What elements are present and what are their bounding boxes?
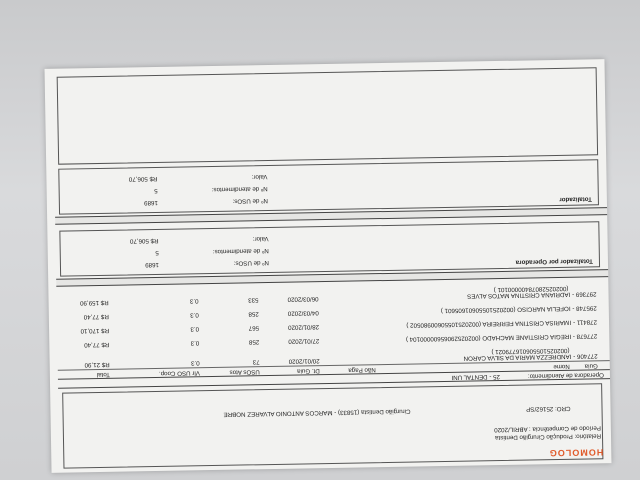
row-nome: REGIA CRISTIANE MACHADO (00202529065600000104 ) [405,332,570,343]
row-dt: 28/01/2020 [288,323,320,331]
col-guia: Guia [584,362,598,370]
row-usos: 258 [248,310,259,318]
row-nome: OFELIA NARCISO (00202510550601605601 ) [440,304,569,315]
totals-general-atend-label: Nº de atendimentos: [211,185,268,194]
totals-operator-title: Totalizador por Operadora [515,257,594,266]
row-guia: 277678 - I [569,332,598,340]
row-guia: 277406 - I [569,352,598,360]
report-page [45,59,612,473]
col-usos-atos: USOs Atos [229,368,260,376]
row-nome: ANDREZZA MARIA DA SILVA CARON [463,352,570,362]
operator-label: Operadora de Atendimento: [527,371,605,380]
totals-operator-box [59,221,600,276]
row-nome-code: (002025105506016779021 ) [491,346,570,356]
totals-general-usos-label: Nº de USOs: [232,197,268,205]
row-nome: MARISA CRISTINA FERREIRA (00202510550600980502 ) [406,318,570,329]
row-usos: 73 [252,358,260,366]
row-guia: 295748 - I [568,304,597,312]
col-vlr-uso: Vlr USO Coop. [158,369,200,377]
totals-general-valor-label: Valor: [251,173,268,181]
row-dt: 06/03/2020 [287,295,319,303]
report-period: Período de Competência : ABRIL/2020 [494,424,601,434]
row-total: R$ 21,90 [84,360,110,369]
totals-general-usos-value: 1689 [144,198,158,207]
totals-general-valor-value: R$ 506,70 [128,174,158,183]
col-dt-guia: Dt. Guia [297,367,320,375]
row-usos: 567 [248,324,260,332]
row-vlr: 0.3 [190,359,200,367]
row-dt: 04/03/2020 [287,309,319,317]
totals-operator-atend-value: 5 [155,248,159,257]
row-total: R$ 159,90 [79,298,109,307]
row-guia: 278411 - I [569,318,598,326]
totals-operator-usos-value: 1689 [145,260,160,269]
row-nome-code: (00202528078400000101 ) [493,284,569,294]
totals-operator-valor-label: Valor: [252,235,269,243]
dentist-subtitle: Cirurgião Dentista (15833) - MARCOS ANTONIO ALVAREZ NOBRE [223,407,411,418]
row-dt: 27/01/2020 [288,337,320,345]
totals-operator-atend-label: Nº de atendimentos: [212,247,269,256]
row-guia: 297369 - I [568,290,597,298]
row-vlr: 0.3 [190,339,200,347]
row-dt: 20/01/2020 [288,357,320,365]
row-vlr: 0.3 [189,297,199,305]
report-info [494,423,601,441]
report-title: Relatório: Produção Cirurgião Dentista [495,432,602,442]
operator-value: 25 - DENTAL UNI [451,373,501,381]
totals-operator-valor-value: R$ 506,70 [129,236,159,245]
homolog-logo: HOMOLOG [548,447,604,459]
row-total: R$ 170,10 [80,326,110,335]
totals-general-atend-value: 5 [154,186,158,195]
totals-general-box [58,159,599,214]
totals-general-title: Totalizador [559,195,592,203]
row-total: R$ 77,40 [83,312,109,321]
col-nao-paga: Não Paga [348,366,376,374]
row-total: R$ 77,40 [84,340,110,349]
cro-number: CRO: 25162/SP [526,404,571,413]
row-usos: 533 [248,296,259,304]
row-vlr: 0.3 [190,325,200,333]
row-nome: ADRIANA CRISTINA MATOS ALVES [467,290,569,300]
col-nome: Nome [553,362,570,371]
row-usos: 258 [248,338,260,346]
empty-footer-box [57,67,598,164]
row-vlr: 0.3 [190,311,199,319]
col-total: Total [96,370,110,379]
totals-operator-usos-label: Nº de USOs: [233,259,269,267]
